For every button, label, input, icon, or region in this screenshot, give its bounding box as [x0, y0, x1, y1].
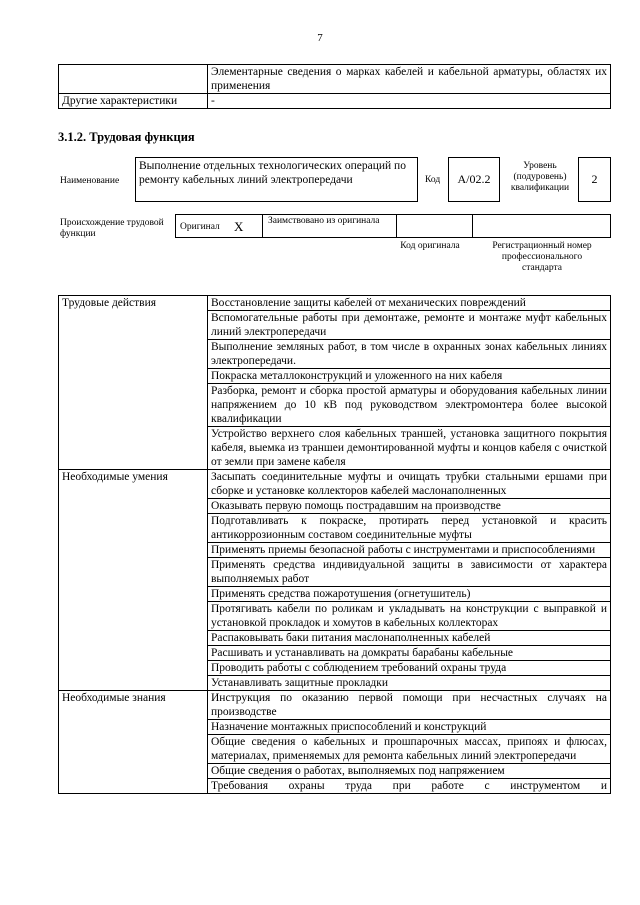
level-value: 2	[578, 157, 611, 202]
list-item: Применять приемы безопасной работы с инструментами и приспособлениями	[208, 543, 611, 558]
list-item: Применять средства пожаротушения (огнетушитель)	[208, 587, 611, 602]
divider	[262, 214, 263, 238]
list-item: Инструкция по оказанию первой помощи при несчастных случаях на производстве	[208, 691, 611, 720]
name-value: Выполнение отдельных технологических операций по ремонту кабельных линий электропередачи	[135, 157, 418, 202]
original-mark: X	[234, 219, 244, 234]
list-item: Покраска металлоконструкций и уложенного на них кабеля	[208, 369, 611, 384]
divider	[472, 214, 473, 238]
list-item: Вспомогательные работы при демонтаже, ремонте и монтаже муфт кабельных линий электропередачи	[208, 311, 611, 340]
code-label: Код	[425, 175, 441, 185]
section-title: 3.1.2. Трудовая функция	[58, 130, 195, 144]
list-item: Оказывать первую помощь пострадавшим на производстве	[208, 499, 611, 514]
list-item: Общие сведения о кабельных и прошпарочных массах, припоях и флюсах, материалах, применяемых для ремонта кабельных линий электропередачи	[208, 735, 611, 764]
list-item: Подготавливать к покраске, протирать перед установкой и красить антикоррозионным составом соединительные муфты	[208, 514, 611, 543]
table-row	[59, 470, 611, 499]
list-item: Устройство верхнего слоя кабельных траншей, установка защитного покрытия кабеля, выемка из траншеи демонтированной муфты и концов кабеля с очисткой от земли при замене кабеля	[208, 427, 611, 470]
code-caption: Код оригинала	[400, 241, 460, 251]
origin-label: Происхождение трудовой функции	[60, 218, 164, 239]
list-item: Засыпать соединительные муфты и очищать трубки стальными ершами при сборке и установке коллекторов кабелей маслонаполненных	[208, 470, 611, 499]
row-label	[59, 65, 208, 94]
origin-box	[175, 214, 611, 238]
section-label: Необходимые умения	[59, 470, 208, 691]
list-item: Расшивать и устанавливать на домкраты барабаны кабельные	[208, 646, 611, 661]
name-label: Наименование	[60, 176, 120, 186]
main-table	[58, 295, 611, 794]
row-value: -	[208, 94, 611, 109]
list-item: Разборка, ремонт и сборка простой арматуры и оборудования кабельных линии напряжением до 10 кВ под руководством электромонтера более высокой квалификации	[208, 384, 611, 427]
list-item: Назначение монтажных приспособлений и конструкций	[208, 720, 611, 735]
list-item: Проводить работы с соблюдением требований охраны труда	[208, 661, 611, 676]
section-label: Необходимые знания	[59, 691, 208, 794]
list-item: Восстановление защиты кабелей от механических повреждений	[208, 296, 611, 311]
code-value: А/02.2	[448, 157, 500, 202]
reg-caption: Регистрационный номер профессионального стандарта	[492, 241, 592, 273]
table-row	[59, 94, 611, 109]
list-item: Выполнение земляных работ, в том числе в охранных зонах кабельных линиях электропередачи.	[208, 340, 611, 369]
borrowed-label: Заимствовано из оригинала	[268, 216, 380, 226]
list-item: Распаковывать баки питания маслонаполненных кабелей	[208, 631, 611, 646]
section-label: Трудовые действия	[59, 296, 208, 470]
table-row	[59, 691, 611, 720]
list-item: Общие сведения о работах, выполняемых под напряжением	[208, 764, 611, 779]
divider	[396, 214, 397, 238]
list-item: Применять средства индивидуальной защиты в зависимости от характера выполняемых работ	[208, 558, 611, 587]
table-row	[59, 65, 611, 94]
top-table	[58, 64, 611, 109]
list-item: Требования охраны труда при работе с инструментом и	[208, 779, 611, 794]
list-item: Устанавливать защитные прокладки	[208, 676, 611, 691]
list-item: Протягивать кабели по роликам и укладывать на конструкции с выправкой и установкой прокладок и хомутов в кабельных коллекторах	[208, 602, 611, 631]
row-value: Элементарные сведения о марках кабелей и кабельной арматуры, областях их применения	[208, 65, 611, 94]
original-label: Оригинал	[180, 222, 220, 232]
level-label: Уровень (подуровень) квалификации	[510, 161, 570, 193]
page-number: 7	[317, 32, 323, 44]
table-row	[59, 296, 611, 311]
row-label: Другие характеристики	[59, 94, 208, 109]
